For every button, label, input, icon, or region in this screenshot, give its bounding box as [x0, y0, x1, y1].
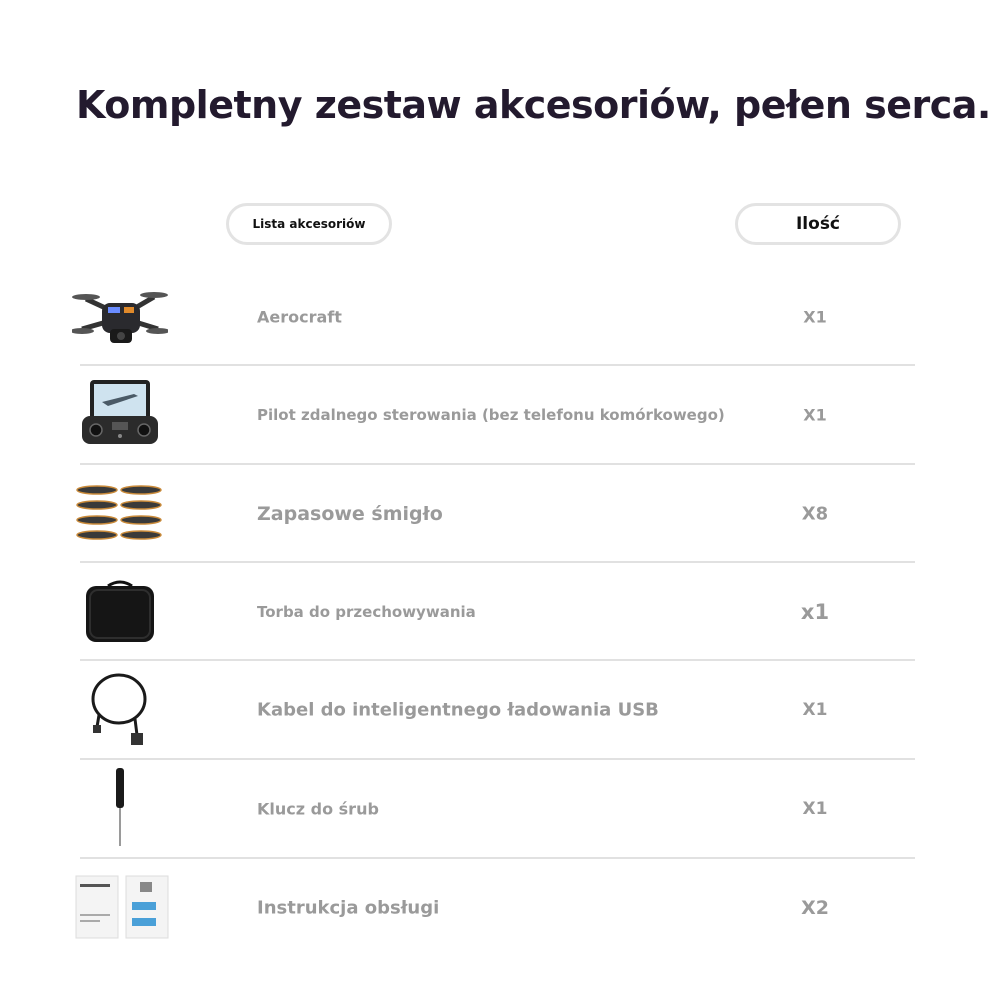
item-name: Torba do przechowywania: [257, 603, 476, 621]
item-name: Instrukcja obsługi: [257, 897, 440, 919]
list-item: [80, 465, 915, 563]
item-quantity: X1: [803, 405, 827, 425]
list-item: [80, 366, 915, 464]
item-name: Klucz do śrub: [257, 799, 379, 819]
item-quantity: X2: [801, 897, 829, 919]
item-quantity: X8: [801, 503, 829, 525]
list-item: [80, 563, 915, 661]
item-name: Pilot zdalnego sterowania (bez telefonu komórkowego): [257, 406, 725, 424]
item-name: Zapasowe śmigło: [257, 503, 443, 525]
list-item: [80, 661, 915, 759]
accessory-list-header: Lista akcesoriów: [226, 203, 392, 245]
list-item: [80, 760, 915, 858]
item-quantity: x1: [800, 600, 830, 624]
item-name: Aerocraft: [257, 307, 342, 327]
page-title: Kompletny zestaw akcesoriów, pełen serca.: [76, 83, 991, 127]
item-name: Kabel do inteligentnego ładowania USB: [257, 699, 659, 721]
item-quantity: X1: [802, 700, 828, 720]
manual-icon: [72, 867, 172, 947]
remote-controller-icon: [72, 374, 168, 454]
propellers-icon: [72, 473, 168, 553]
list-item: [80, 268, 915, 366]
screwdriver-icon: [72, 768, 168, 848]
quantity-header: Ilość: [735, 203, 901, 245]
drone-icon: [72, 276, 168, 356]
item-quantity: X1: [803, 307, 827, 327]
usb-cable-icon: [72, 669, 168, 749]
item-quantity: X1: [802, 799, 828, 819]
storage-bag-icon: [72, 571, 168, 651]
list-item: [80, 859, 915, 957]
